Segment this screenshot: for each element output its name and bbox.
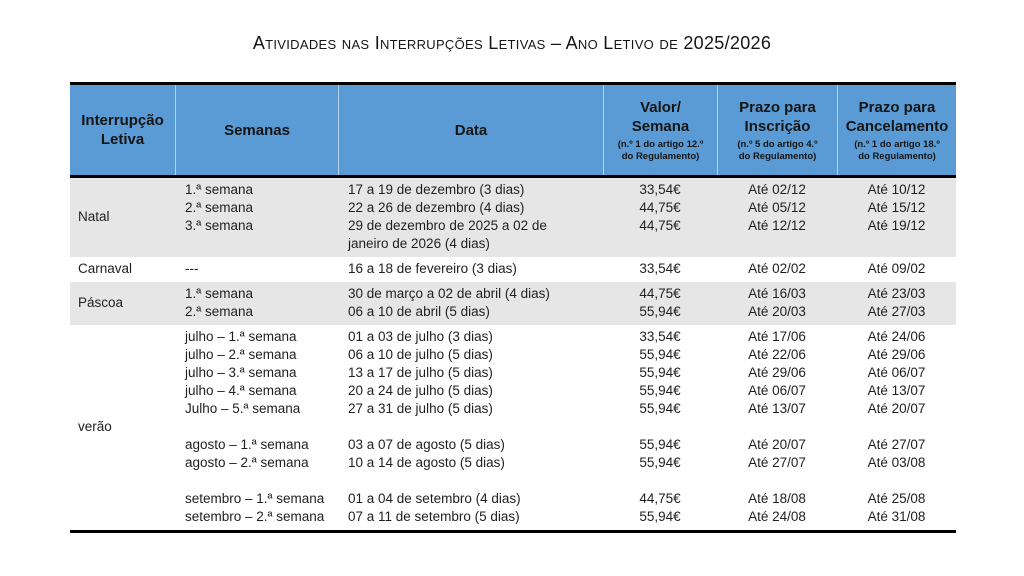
inscricao-cell bbox=[717, 260, 837, 278]
row-group-natal bbox=[70, 178, 956, 257]
data-line: 07 a 11 de setembro (5 dias) bbox=[348, 509, 520, 524]
header-label bbox=[455, 121, 488, 140]
valor-line: 55,94€ bbox=[639, 455, 681, 470]
valor-cell bbox=[603, 260, 717, 278]
cancelamento-line: Até 15/12 bbox=[867, 200, 926, 215]
semana-line: julho – 2.ª semana bbox=[185, 347, 297, 362]
inscricao-line: Até 02/02 bbox=[748, 261, 806, 276]
page-title: Atividades nas Interrupções Letivas – Ano Letivo de 2025/2026 bbox=[252, 33, 772, 53]
data-line: 29 de dezembro de 2025 a 02 de bbox=[348, 218, 547, 233]
header-subnote-line: do Regulamento) bbox=[858, 150, 936, 162]
data-cell bbox=[338, 260, 603, 278]
cancelamento-line: Até 06/07 bbox=[867, 365, 926, 380]
semanas-cell bbox=[175, 260, 338, 278]
activities-table bbox=[70, 82, 956, 533]
semanas-cell bbox=[175, 328, 338, 526]
inscricao-line: Até 24/08 bbox=[748, 509, 806, 524]
header-label-line: Prazo para bbox=[858, 98, 936, 116]
table-header-row bbox=[70, 82, 956, 178]
header-label-line: Inscrição bbox=[744, 117, 811, 135]
data-cell bbox=[338, 181, 603, 253]
inscricao-line: Até 20/03 bbox=[748, 304, 806, 319]
valor-line bbox=[603, 472, 717, 490]
data-line bbox=[348, 472, 603, 490]
inscricao-line: Até 18/08 bbox=[748, 491, 806, 506]
semana-line: julho – 4.ª semana bbox=[185, 383, 297, 398]
semana-line: 2.ª semana bbox=[185, 304, 254, 319]
interruption-name-label: verão bbox=[78, 419, 112, 434]
valor-line: 55,94€ bbox=[639, 401, 681, 416]
valor-cell bbox=[603, 285, 717, 321]
data-line: 01 a 03 de julho (3 dias) bbox=[348, 329, 493, 344]
data-line: 17 a 19 de dezembro (3 dias) bbox=[348, 182, 525, 197]
inscricao-line: Até 06/07 bbox=[748, 383, 806, 398]
cancelamento-line: Até 09/02 bbox=[867, 261, 926, 276]
valor-line: 44,75€ bbox=[639, 286, 681, 301]
valor-line: 55,94€ bbox=[639, 304, 681, 319]
cancelamento-line: Até 23/03 bbox=[867, 286, 926, 301]
header-cell-name bbox=[70, 85, 175, 175]
cancelamento-line: Até 10/12 bbox=[867, 182, 926, 197]
semanas-cell bbox=[175, 285, 338, 321]
cancelamento-line: Até 25/08 bbox=[867, 491, 926, 506]
inscricao-line bbox=[717, 472, 837, 490]
cancelamento-cell bbox=[837, 285, 956, 321]
cancelamento-line: Até 13/07 bbox=[867, 383, 926, 398]
data-line: 20 a 24 de julho (5 dias) bbox=[348, 383, 493, 398]
inscricao-cell bbox=[717, 328, 837, 526]
valor-cell bbox=[603, 181, 717, 253]
semana-line: agosto – 1.ª semana bbox=[185, 437, 309, 452]
data-line: 22 a 26 de dezembro (4 dias) bbox=[348, 200, 525, 215]
valor-line: 55,94€ bbox=[639, 365, 681, 380]
semana-line bbox=[185, 472, 338, 490]
inscricao-line: Até 22/06 bbox=[748, 347, 806, 362]
inscricao-line: Até 13/07 bbox=[748, 401, 806, 416]
cancelamento-line bbox=[837, 235, 956, 253]
header-label bbox=[224, 121, 290, 140]
data-line: 16 a 18 de fevereiro (3 dias) bbox=[348, 261, 517, 276]
interruption-name-cell bbox=[70, 260, 175, 278]
semana-line bbox=[185, 418, 338, 436]
data-line: janeiro de 2026 (4 dias) bbox=[348, 236, 490, 251]
data-line: 06 a 10 de abril (5 dias) bbox=[348, 304, 490, 319]
cancelamento-line bbox=[837, 418, 956, 436]
valor-cell bbox=[603, 328, 717, 526]
cancelamento-line bbox=[837, 472, 956, 490]
cancelamento-line: Até 27/07 bbox=[867, 437, 926, 452]
valor-line: 33,54€ bbox=[639, 329, 681, 344]
semana-line: setembro – 2.ª semana bbox=[185, 509, 325, 524]
inscricao-cell bbox=[717, 181, 837, 253]
table-body bbox=[70, 178, 956, 533]
header-subnote-line: do Regulamento) bbox=[738, 150, 817, 162]
data-line: 03 a 07 de agosto (5 dias) bbox=[348, 437, 505, 452]
header-label-line: Data bbox=[454, 121, 488, 139]
semana-line: agosto – 2.ª semana bbox=[185, 455, 309, 470]
header-subnote bbox=[618, 139, 704, 163]
header-label-line: Valor/ bbox=[640, 98, 681, 116]
cancelamento-line: Até 20/07 bbox=[867, 401, 926, 416]
valor-line: 55,94€ bbox=[639, 437, 681, 452]
data-line bbox=[348, 418, 603, 436]
inscricao-line: Até 29/06 bbox=[748, 365, 806, 380]
data-line: 30 de março a 02 de abril (4 dias) bbox=[348, 286, 550, 301]
row-group-carnaval bbox=[70, 257, 956, 282]
interruption-name-cell bbox=[70, 181, 175, 253]
cancelamento-cell bbox=[837, 260, 956, 278]
semana-line bbox=[185, 235, 338, 253]
inscricao-line: Até 27/07 bbox=[748, 455, 806, 470]
header-label-line: Semanas bbox=[224, 121, 290, 139]
cancelamento-line: Até 29/06 bbox=[867, 347, 926, 362]
cancelamento-line: Até 27/03 bbox=[867, 304, 926, 319]
semana-line: julho – 3.ª semana bbox=[185, 365, 297, 380]
header-subnote-line: (n.º 5 do artigo 4.º bbox=[737, 138, 818, 150]
valor-line: 44,75€ bbox=[639, 491, 681, 506]
inscricao-line bbox=[717, 235, 837, 253]
semanas-cell bbox=[175, 181, 338, 253]
valor-line: 33,54€ bbox=[639, 182, 681, 197]
header-subnote-line: (n.º 1 do artigo 12.º bbox=[617, 138, 704, 150]
semana-line: 1.ª semana bbox=[185, 286, 254, 301]
header-subnote bbox=[737, 139, 817, 163]
header-label-line: Interrupção bbox=[81, 112, 164, 129]
inscricao-line: Até 05/12 bbox=[748, 200, 806, 215]
inscricao-line bbox=[717, 418, 837, 436]
interruption-name-cell bbox=[70, 328, 175, 526]
row-group-pascoa bbox=[70, 282, 956, 325]
data-line: 27 a 31 de julho (5 dias) bbox=[348, 401, 493, 416]
inscricao-line: Até 12/12 bbox=[748, 218, 806, 233]
header-cell-cancelamento bbox=[837, 85, 956, 175]
data-cell bbox=[338, 285, 603, 321]
data-line: 06 a 10 de julho (5 dias) bbox=[348, 347, 493, 362]
header-label-line: Prazo para bbox=[739, 98, 816, 116]
header-label-line: Semana bbox=[631, 117, 690, 135]
header-label-line: Letiva bbox=[100, 131, 145, 148]
header-label-line: Cancelamento bbox=[845, 117, 949, 135]
semana-line: --- bbox=[185, 261, 199, 276]
valor-line: 55,94€ bbox=[639, 509, 681, 524]
interruption-name-label: Páscoa bbox=[78, 295, 124, 310]
data-line: 01 a 04 de setembro (4 dias) bbox=[348, 491, 521, 506]
semana-line: setembro – 1.ª semana bbox=[185, 491, 325, 506]
valor-line: 55,94€ bbox=[639, 383, 681, 398]
valor-line bbox=[603, 235, 717, 253]
header-subnote-line: do Regulamento) bbox=[621, 150, 700, 162]
semana-line: 2.ª semana bbox=[185, 200, 254, 215]
header-subnote bbox=[854, 139, 940, 163]
cancelamento-line: Até 03/08 bbox=[867, 455, 926, 470]
inscricao-cell bbox=[717, 285, 837, 321]
header-label bbox=[81, 111, 164, 149]
header-cell-valor bbox=[603, 85, 717, 175]
interruption-name-label: Natal bbox=[78, 209, 110, 224]
cancelamento-cell bbox=[837, 181, 956, 253]
interruption-name-cell bbox=[70, 285, 175, 321]
header-cell-semanas bbox=[175, 85, 338, 175]
inscricao-line: Até 02/12 bbox=[748, 182, 806, 197]
header-label bbox=[846, 98, 949, 136]
header-cell-inscricao bbox=[717, 85, 837, 175]
header-label bbox=[739, 98, 816, 136]
valor-line: 33,54€ bbox=[639, 261, 681, 276]
semana-line: 3.ª semana bbox=[185, 218, 254, 233]
cancelamento-line: Até 19/12 bbox=[867, 218, 926, 233]
semana-line: julho – 1.ª semana bbox=[185, 329, 297, 344]
cancelamento-cell bbox=[837, 328, 956, 526]
cancelamento-line: Até 24/06 bbox=[867, 329, 926, 344]
header-label bbox=[632, 98, 690, 136]
cancelamento-line: Até 31/08 bbox=[867, 509, 926, 524]
data-line: 13 a 17 de julho (5 dias) bbox=[348, 365, 493, 380]
valor-line bbox=[603, 418, 717, 436]
header-subnote-line: (n.º 1 do artigo 18.º bbox=[854, 138, 940, 150]
valor-line: 44,75€ bbox=[639, 200, 681, 215]
row-group-verao bbox=[70, 325, 956, 530]
interruption-name-label: Carnaval bbox=[78, 261, 133, 276]
semana-line: 1.ª semana bbox=[185, 182, 254, 197]
inscricao-line: Até 17/06 bbox=[748, 329, 806, 344]
valor-line: 55,94€ bbox=[639, 347, 681, 362]
header-cell-data bbox=[338, 85, 603, 175]
data-cell bbox=[338, 328, 603, 526]
data-line: 10 a 14 de agosto (5 dias) bbox=[348, 455, 505, 470]
semana-line: Julho – 5.ª semana bbox=[185, 401, 301, 416]
inscricao-line: Até 16/03 bbox=[748, 286, 806, 301]
inscricao-line: Até 20/07 bbox=[748, 437, 806, 452]
valor-line: 44,75€ bbox=[639, 218, 681, 233]
